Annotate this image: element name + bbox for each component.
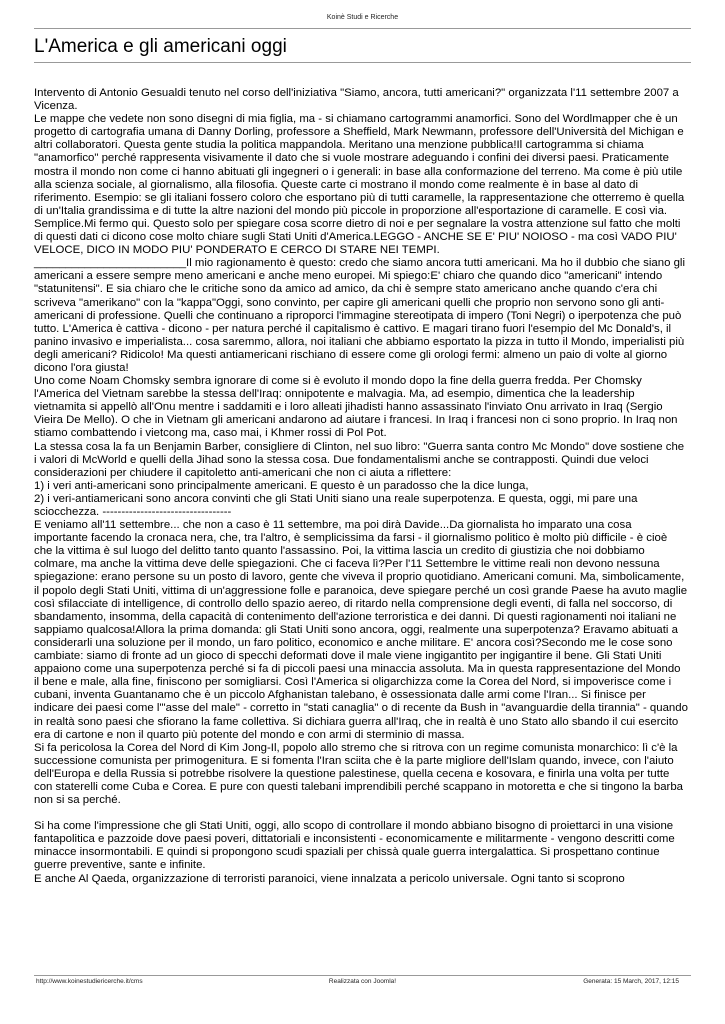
paragraph-barber: La stessa cosa la fa un Benjamin Barber, consigliere di Clinton, nel suo libro: "Guerra santa contro Mc Mondo" dove sostiene che i valori di McWorld e quelli della Jihad sono la stessa cosa. Due fondamentalismi anche se contrapposti. Quindi due veloci considerazioni per chiudere il capitoletto anti-americani che non ci aiuta a riflettere:	[34, 440, 685, 479]
footer-credit: Realizzata con Joomla!	[328, 978, 397, 985]
footer-url: http://www.koinestudiericerche.it/cms	[36, 978, 143, 985]
paragraph-point-1: 1) i veri anti-americani sono principalmente americani. E questo è un paradosso che la dice lunga,	[34, 479, 529, 492]
paragraph-impression: Si ha come l'impressione che gli Stati Uniti, oggi, allo scopo di controllare il mondo abbiano bisogno di proiettarci in una visione fantapolitica e pazzoide dove paesi poveri, dittatoriali e inconsistenti - economicamente e militarmente - vengono descritti come minacce insormontabili. E quindi si propongono scudi spaziali per chissà quale guerra intergalattica. Si prospettano continue guerre preventive, sante e infinite.	[34, 820, 675, 872]
header-divider	[34, 28, 691, 29]
paragraph-intro: Intervento di Antonio Gesualdi tenuto nel corso dell'iniziativa "Siamo, ancora, tutti americani?" organizzata l'11 settembre 2007 a Vicenza.	[34, 87, 679, 113]
site-header: Koinè Studi e Ricerche	[326, 14, 399, 21]
paragraph-point-2: 2) i veri-antiamericani sono ancora convinti che gli Stati Uniti siano una reale superpotenza. E questa, oggi, mi pare una sciocchezza. ----------------------------------	[34, 492, 638, 518]
paragraph-reasoning: ________________________Il mio ragionamento è questo: credo che siamo ancora tutti americani. Ma ho il dubbio che siano gli americani a essere sempre meno americani e anche meno europei. Mi spiego:E' chiaro che quando dico "americani" intendo "statunitensi". E sia chiaro che le critiche sono da amico ad amico, da chi è sempre stato americano anche quando c'era chi scriveva "amerikano" con la "kappa"Oggi, sono convinto, per capire gli americani quelli che proprio non servono sono gli anti-americani di professione. Quelli che continuano a riproporci l'immagine stereotipata di impero (Toni Negri) o iperpotenza che può tutto. L'America è cattiva - dicono - per natura perché il capitalismo è cattivo. E magari tirano fuori l'esempio del Mc Donald's, il panino invasivo e imperialista... cosa saremmo, allora, noi italiani che abbiamo esportato la pizza in tutto il Mondo, imperialisti più degli americani? Ridicolo! Ma questi antiamericani rischiano di essere come gli orologi fermi: almeno un paio di volte al giorno dicono l'ora giusta!	[34, 257, 685, 374]
article-title: L'America e gli americani oggi	[34, 36, 287, 57]
paragraph-september-11: E veniamo all'11 settembre... che non a caso è 11 settembre, ma poi dirà Davide...Da giornalista ho imparato una cosa importante facendo la cronaca nera, che, tra l'altro, è semplicissima da farsi - il giornalismo politico è molto più difficile - è cioè che la vittima è sul luogo del delitto tanto quanto l'assassino. Poi, la vittima lascia un credito di giustizia che noi dobbiamo colmare, ma anche la vittima deve delle spiegazioni. Che ci faceva lì?Per l'11 Settembre le vittime reali non devono nessuna spiegazione: erano persone su un posto di lavoro, gente che viveva il proprio quotidiano. Americani comuni. Ma, simbolicamente, il popolo degli Stati Uniti, vittima di un'aggressione folle e paranoica, deve spiegare perché un così grande Paese ha avuto maglie così sfilacciate di intelligence, di controllo dello spazio aereo, di ritardo nella comprensione degli eventi, di falla nel soccorso, di sbandamento, insomma, della capacità di contenimento dell'azione terroristica e dei danni. Di questi ragionamenti noi italiani ne sappiamo qualcosa!Allora la prima domanda: gli Stati Uniti sono ancora, oggi, realmente una superpotenza? Eravamo abituati a considerarli una soluzione per il mondo, un faro politico, economico e anche militare. E' ancora così?Secondo me le cose sono cambiate: siamo di fronte ad un gioco di specchi deformati dove il male viene ingigantito per ingigantire il bene. Gli Stati Uniti appaiono come una superpotenza perché si fa di piccoli paesi una minaccia assoluta. Ma in questa rappresentazione del Mondo il bene e male, alla fine, finiscono per somigliarsi. Così l'America si oligarchizza come la Corea del Nord, si impoverisce come i cubani, inventa Guantanamo che è un piccolo Afghanistan talebano, è ossessionata dalle armi come l'Iran... Si finisce per indicare dei paesi come l'"asse del male" - corretto in "stati canaglia" o di recente da Bush in "avanguardie della tirannia" - quando in realtà sono paesi che sfiorano la fame collettiva. Si dichiara guerra all'Iraq, che in realtà è uno Stato allo sbando il cui esercito era di cartone e non il quarto più potente del mondo e con armi di sterminio di massa.	[34, 519, 688, 741]
title-divider	[34, 62, 691, 63]
page-footer	[34, 975, 691, 988]
footer-generated: Generata: 15 March, 2017, 12:15	[583, 978, 679, 985]
paragraph-chomsky: Uno come Noam Chomsky sembra ignorare di come si è evoluto il mondo dopo la fine della guerra fredda. Per Chomsky l'America del Vietnam sarebbe la stessa dell'Iraq: onnipotente e malvagia. Ma, ad esempio, dimentica che la leadership vietnamita si appellò all'Onu mentre i saddamiti e i loro alleati jihadisti hanno assassinato l'inviato Onu arrivato in Iraq (Sergio Vieira De Mello). O che in Vietnam gli americani andarono ad aiutare i francesi. In Iraq i francesi non ci sono proprio. In Iraq non stiamo combattendo i vietcong ma, caso mai, i Khmer rossi di Pol Pot.	[34, 375, 678, 440]
paragraph-al-qaeda: E anche Al Qaeda, organizzazione di terroristi paranoici, viene innalzata a pericolo universale. Ogni tanto si scoprono	[34, 872, 625, 885]
article-body	[34, 87, 688, 886]
paragraph-korea-iran: Si fa pericolosa la Corea del Nord di Kim Jong-Il, popolo allo stremo che si ritrova con un regime comunista monarchico: lì c'è la successione comunista per primogenitura. E si fomenta l'Iran sciita che è la parte migliore dell'Islam quando, invece, con l'aiuto dell'Europa e della Russia si potrebbe risolvere la questione palestinese, quella cecena e kosovara, e finirla una volta per tutte con staterelli come Cuba e Corea. E pure con questi talebani imprendibili perché scappano in motoretta e che si tingono la barba non si sa perché.	[34, 741, 684, 807]
paragraph-maps: Le mappe che vedete non sono disegni di mia figlia, ma - si chiamano cartogrammi anamorfici. Sono del Wordlmapper che è un progetto di cartografia umana di Danny Dorling, professore a Sheffield, Mark Newmann, professore dell'Università del Michigan e altri collaboratori. Questa gente studia la politica mappandola. Meritano una menzione pubblica!Il cartogramma si chiama "anamorfico" perché rappresenta visivamente il dato che si vuole mostrare adeguando i confini dei diversi paesi. Praticamente mostra il mondo non come ci hanno abituati gli ingegneri o i generali: in base alla conformazione del terreno. Ma come è più utile alla scienza sociale, al giornalismo, alla filosofia. Queste carte ci mostrano il mondo come realmente è in base al dato di riferimento. Esempio: se gli italiani fossero coloro che esportano più di tutti caramelle, la rappresentazione che otterremo è quella di un'Italia grandissima e di tutte la altre nazioni del mondo più piccole in proporzione all'esportazione di caramelle. E così via. Semplice.Mi fermo qui. Questo solo per spiegare cosa scorre dietro di noi e per segnalare la vostra attenzione sul fatto che molti di questi dati ci dicono cose molto chiare sugli Stati Uniti d'America.LEGGO - ANCHE SE E' PIU' NOIOSO - ma così VADO PIU' VELOCE, DICO IN MODO PIU' PONDERATO E CERCO DI STARE NEI TEMPI.	[34, 113, 685, 257]
